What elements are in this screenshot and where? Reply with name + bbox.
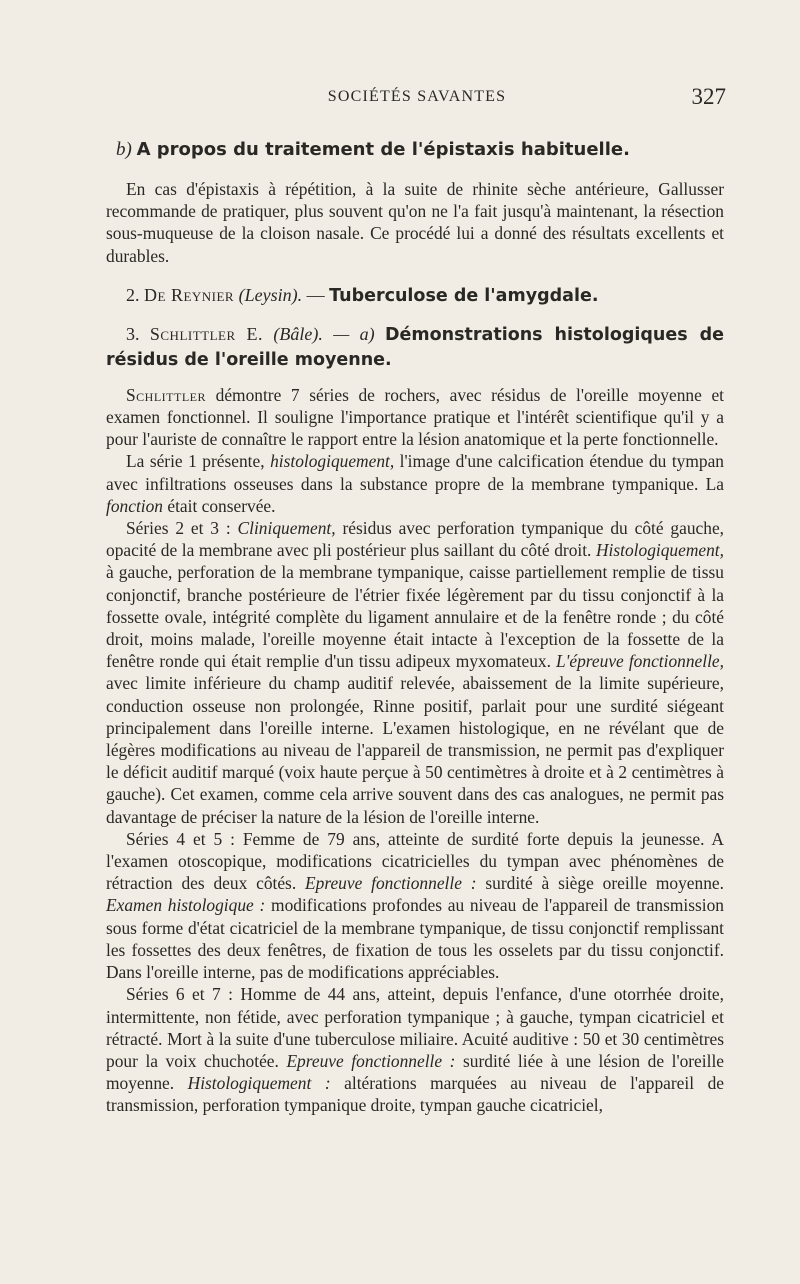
item-title: Tuberculose de l'amygdale. [329, 285, 599, 306]
text-run: à gauche, perforation de la membrane tympanique, caisse partiellement remplie de tissu conjonctif, branche postérieure de l'étrier fixée légèrement par du tissu conjonctif à la fossette ovale, intégrité complète du ligament annulaire et de la fenêtre ronde ; du côté droit, moins malade, l'oreille moyenne était intacte à l'exception de la fossette de la fenêtre ronde qui était remplie d'un tissu adipeux myxomateux. [106, 562, 724, 672]
text-run: La série 1 présente, [126, 451, 271, 472]
section-label: b) [116, 139, 132, 160]
emphasis: histologiquement, [270, 451, 395, 472]
paragraph-serie-1 [106, 450, 724, 517]
paragraph-text: démontre 7 séries de rochers, avec résidus de l'oreille moyenne et examen fonctionnel. Il souligne l'importance pratique et l'intérêt scientifique qu'il y a pour l'auriste de connaître le rapport entre la lésion anatomique et la perte fonctionnelle. [106, 384, 724, 450]
text-run: altérations marquées au niveau de l'appareil de transmission, perforation tympanique droite, tympan gauche cicatriciel, [106, 1073, 724, 1116]
emphasis: Examen histologique : [106, 895, 266, 916]
text-run: surdité liée à une lésion de l'oreille moyenne. [106, 1050, 724, 1094]
emphasis: fonction [106, 495, 163, 516]
item-3-heading [106, 322, 724, 372]
paragraph-series-2-3 [106, 517, 724, 828]
item-title: Démonstrations histologiques de résidus de l'oreille moyenne. [106, 324, 724, 370]
page-number: 327 [691, 84, 726, 109]
dash: — [306, 284, 325, 305]
text-run: Séries 2 et 3 : [126, 518, 238, 539]
emphasis: Cliniquement, [237, 518, 336, 539]
author-name: De Reynier [144, 284, 235, 305]
paragraph-series-4-5 [106, 828, 724, 983]
section-title: A propos du traitement de l'épistaxis habituelle. [136, 139, 630, 160]
text-run: modifications profondes au niveau de l'appareil de transmission sous forme d'état cicatriciel de la membrane tympanique, de tissu conjonctif remplissant les fossettes des deux fenêtres, de fixation de tous les osselets par du tissu conjonctif. Dans l'oreille interne, pas de modifications appréciables. [106, 895, 724, 983]
author-place: (Bâle). [273, 323, 323, 344]
running-title: SOCIÉTÉS SAVANTES [327, 88, 507, 105]
text-run: l'image d'une calcification étendue du tympan avec infiltrations osseuses dans la substance propre de la membrane tympanique. La [106, 451, 725, 494]
paragraph-intro [106, 384, 724, 451]
emphasis: Histologiquement : [187, 1073, 331, 1094]
text-run: Séries 4 et 5 : Femme de 79 ans, atteinte de surdité forte depuis la jeunesse. A l'examen otoscopique, modifications cicatricielles du tympan avec phénomènes de rétraction des deux côtés. [106, 828, 724, 894]
item-2-heading [106, 283, 724, 308]
emphasis: Epreuve fonctionnelle : [286, 1050, 456, 1071]
text-run: avec limite inférieure du champ auditif relevée, abaissement de la limite supérieure, conduction osseuse non prolongée, Rinne positif, parlait pour une surdité siégeant principalement dans l'oreille interne. L'examen histologique, en ne révélant que de légères modifications au niveau de l'appareil de transmission, ne permit pas d'expliquer le déficit auditif marqué (voix haute perçue à 50 centimètres à droite et à 2 centimètres à gauche). Cet examen, comme cela arrive souvent dans des cas analogues, ne permit pas davantage de préciser la nature de la lésion de l'oreille interne. [106, 673, 724, 827]
running-header [108, 86, 726, 114]
text-run: Séries 6 et 7 : Homme de 44 ans, atteint, depuis l'enfance, d'une otorrhée droite, intermittente, non fétide, avec perforation tympanique ; à gauche, tympan cicatriciel et rétracté. Mort à la suite d'une tuberculose miliaire. Acuité auditive : 50 et 30 centimètres pour la voix chuchotée. [106, 984, 724, 1071]
text-run: résidus avec perforation tympanique du côté gauche, opacité de la membrane avec pli postérieur plus saillant du côté droit. [106, 518, 725, 561]
emphasis: L'épreuve fonctionnelle, [556, 651, 724, 672]
paragraph-epistaxis: En cas d'épistaxis à répétition, à la suite de rhinite sèche antérieure, Gallusser recommande de pratiquer, plus souvent qu'on ne l'a fait jusqu'à maintenant, la résection sous-muqueuse de la cloison nasale. Ce procédé lui a donné des résultats excellents et durables. [106, 179, 724, 266]
item-number: 3. [126, 323, 140, 344]
author-name: Schlittler [126, 384, 206, 405]
item-number: 2. [126, 284, 140, 305]
author-place: (Leysin). [238, 284, 303, 305]
text-body [106, 138, 724, 1117]
paragraph-series-6-7 [106, 983, 724, 1116]
author-name: Schlittler E. [149, 323, 264, 344]
text-run: surdité à siège oreille moyenne. [476, 873, 724, 894]
text-run: était conservée. [163, 495, 276, 516]
subitem-marker: — a) [333, 323, 375, 344]
emphasis: Epreuve fonctionnelle : [305, 873, 477, 894]
section-heading-b [106, 138, 724, 162]
emphasis: Histologiquement, [595, 540, 724, 561]
